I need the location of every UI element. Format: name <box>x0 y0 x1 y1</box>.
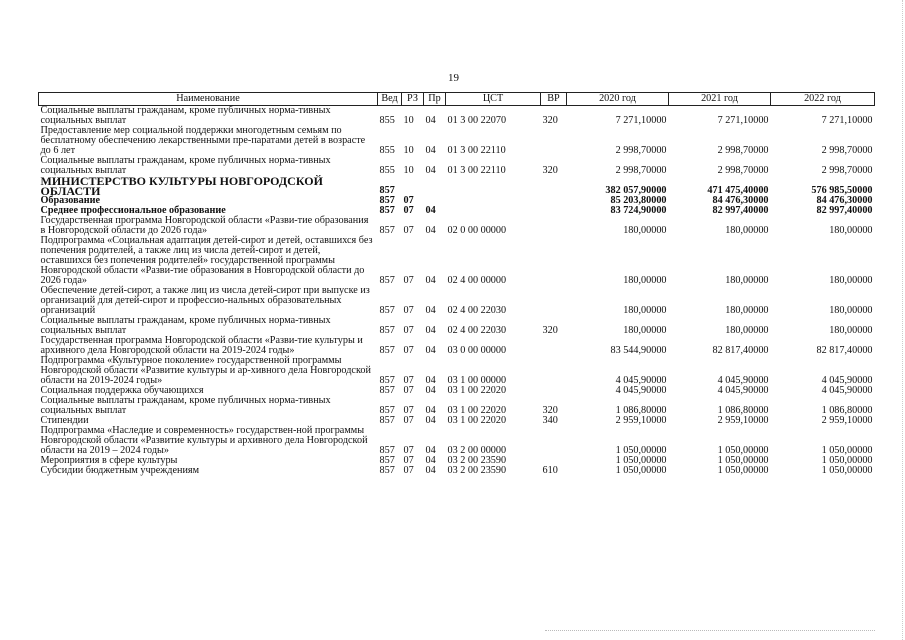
cell-y2022: 180,00000 <box>829 325 873 336</box>
header-2020: 2020 год <box>567 93 669 106</box>
cell-cst: 03 1 00 22020 <box>447 405 507 416</box>
table-row <box>39 176 875 196</box>
cell-vr <box>541 356 567 386</box>
cell-y2022: 82 997,40000 <box>816 205 873 216</box>
cell-rz <box>402 176 424 196</box>
cell-cst: 02 0 00 00000 <box>447 225 507 236</box>
cell-pr: 04 <box>425 415 436 426</box>
cell-name: Государственная программа Новгородской области «Разви-тие культуры и архивного дела Новгородской области на 2019-2024 годы» <box>40 335 363 356</box>
cell-ved: 857 <box>379 275 395 286</box>
cell-cst: 03 2 00 00000 <box>447 445 507 456</box>
cell-vr: 320 <box>542 325 558 336</box>
cell-ved: 855 <box>379 115 395 126</box>
cell-y2022: 7 271,10000 <box>821 115 873 126</box>
cell-vr <box>541 126 567 156</box>
cell-rz: 07 <box>403 325 414 336</box>
cell-name: Подпрограмма «Наследие и современность» государствен-ной программы Новгородской области «Развитие культуры и архивного дела Новгородской области на 2019 – 2024 годы» <box>40 425 368 456</box>
cell-y2020: 1 050,00000 <box>615 445 667 456</box>
cell-ved: 857 <box>379 345 395 356</box>
cell-rz: 07 <box>403 225 414 236</box>
header-2021: 2021 год <box>669 93 771 106</box>
header-2022: 2022 год <box>771 93 875 106</box>
cell-y2021: 2 998,70000 <box>717 165 769 176</box>
cell-pr: 04 <box>425 455 436 466</box>
cell-y2020: 1 050,00000 <box>615 455 667 466</box>
cell-y2021: 84 476,30000 <box>712 195 769 206</box>
cell-ved: 855 <box>379 165 395 176</box>
cell-y2021: 1 086,80000 <box>717 405 769 416</box>
cell-cst: 01 3 00 22110 <box>447 145 506 156</box>
header-cst: ЦСТ <box>446 93 541 106</box>
cell-vr <box>541 386 567 396</box>
cell-y2020: 180,00000 <box>623 225 667 236</box>
cell-cst: 02 4 00 22030 <box>447 305 507 316</box>
cell-vr <box>541 196 567 206</box>
table-row <box>39 396 875 416</box>
cell-ved: 857 <box>379 465 395 476</box>
cell-y2022: 180,00000 <box>829 305 873 316</box>
cell-vr <box>541 426 567 456</box>
cell-y2022: 180,00000 <box>829 275 873 286</box>
cell-cst: 03 1 00 22020 <box>447 415 507 426</box>
cell-name: Подпрограмма «Культурное поколение» государственной программы Новгородской области «Развитие культуры и ар-хивного дела Новгородской области на 2019-2024 годы» <box>40 355 371 386</box>
cell-rz: 07 <box>403 455 414 466</box>
cell-y2021: 2 998,70000 <box>717 145 769 156</box>
cell-rz: 07 <box>403 405 414 416</box>
cell-cst: 03 1 00 00000 <box>447 375 507 386</box>
cell-name: Предоставление мер социальной поддержки многодетным семьям по бесплатному обеспечению лекарственными пре-паратами детей в возрасте до 6 лет <box>40 125 366 156</box>
cell-y2021: 180,00000 <box>725 305 769 316</box>
cell-y2022: 4 045,90000 <box>821 375 873 386</box>
cell-ved: 857 <box>379 185 395 196</box>
cell-pr: 04 <box>425 205 436 216</box>
cell-rz: 07 <box>403 465 414 476</box>
table-row <box>39 356 875 386</box>
cell-rz: 07 <box>403 275 414 286</box>
cell-pr: 04 <box>425 225 436 236</box>
cell-y2020: 180,00000 <box>623 305 667 316</box>
header-vr: ВР <box>541 93 567 106</box>
cell-cst: 02 4 00 22030 <box>447 325 507 336</box>
cell-pr: 04 <box>425 465 436 476</box>
cell-pr: 04 <box>425 345 436 356</box>
table-row <box>39 236 875 286</box>
cell-y2022: 1 050,00000 <box>821 455 873 466</box>
cell-y2021: 180,00000 <box>725 225 769 236</box>
cell-y2020: 180,00000 <box>623 325 667 336</box>
cell-y2020: 4 045,90000 <box>615 385 667 396</box>
cell-ved: 857 <box>379 415 395 426</box>
cell-pr <box>424 176 446 196</box>
cell-ved: 857 <box>379 205 395 216</box>
cell-ved: 857 <box>379 375 395 386</box>
cell-cst <box>446 196 541 206</box>
cell-y2021: 471 475,40000 <box>707 185 769 196</box>
cell-rz: 07 <box>403 345 414 356</box>
cell-ved: 855 <box>379 145 395 156</box>
table-row <box>39 336 875 356</box>
cell-vr <box>541 286 567 316</box>
table-row <box>39 126 875 156</box>
cell-vr: 320 <box>542 115 558 126</box>
cell-y2020: 83 544,90000 <box>610 345 667 356</box>
cell-vr: 340 <box>542 415 558 426</box>
cell-y2021: 4 045,90000 <box>717 375 769 386</box>
cell-name: Мероприятия в сфере культуры <box>40 455 178 466</box>
cell-vr <box>541 336 567 356</box>
cell-name: Социальные выплаты гражданам, кроме публичных норма-тивных социальных выплат <box>40 395 331 416</box>
cell-cst: 01 3 00 22110 <box>447 165 506 176</box>
cell-y2021: 4 045,90000 <box>717 385 769 396</box>
cell-y2020: 382 057,90000 <box>605 185 667 196</box>
cell-rz: 07 <box>403 195 414 206</box>
cell-ved: 857 <box>379 225 395 236</box>
cell-rz: 10 <box>403 145 414 156</box>
cell-y2020: 1 086,80000 <box>615 405 667 416</box>
cell-name: Социальные выплаты гражданам, кроме публичных норма-тивных социальных выплат <box>40 155 331 176</box>
cell-y2022: 576 985,50000 <box>811 185 873 196</box>
cell-y2022: 82 817,40000 <box>816 345 873 356</box>
cell-y2021: 82 817,40000 <box>712 345 769 356</box>
cell-y2020: 7 271,10000 <box>615 115 667 126</box>
cell-name: Подпрограмма «Социальная адаптация детей-сирот и детей, оставшихся без попечения родителей, а также лиц из числа детей-сирот и детей, оставшихся без попечения родителей» государственной программы Новгородской области «Разви-тие образования в Новгородской области до 2026 года» <box>40 235 373 286</box>
cell-name: Среднее профессиональное образование <box>40 205 226 216</box>
cell-rz: 07 <box>403 205 414 216</box>
cell-vr: 320 <box>542 165 558 176</box>
cell-cst: 03 1 00 22020 <box>447 385 507 396</box>
cell-rz: 07 <box>403 385 414 396</box>
table-row <box>39 106 875 127</box>
cell-y2020: 1 050,00000 <box>615 465 667 476</box>
table-row <box>39 286 875 316</box>
header-name: Наименование <box>39 93 378 106</box>
cell-name: Обеспечение детей-сирот, а также лиц из числа детей-сирот при выпуске из организаций для детей-сирот и профессио-нальных образовательных организаций <box>40 285 370 316</box>
cell-vr: 320 <box>542 405 558 416</box>
cell-y2022: 4 045,90000 <box>821 385 873 396</box>
cell-ved: 857 <box>379 385 395 396</box>
cell-rz: 07 <box>403 445 414 456</box>
cell-name: Государственная программа Новгородской области «Разви-тие образования в Новгородской области до 2026 года» <box>40 215 369 236</box>
table-row <box>39 156 875 176</box>
cell-rz: 07 <box>403 415 414 426</box>
cell-name: Образование <box>40 195 101 206</box>
cell-pr: 04 <box>425 325 436 336</box>
cell-y2021: 180,00000 <box>725 325 769 336</box>
cell-name: Социальная поддержка обучающихся <box>40 385 204 396</box>
table-row <box>39 426 875 456</box>
cell-name: Стипендии <box>40 415 89 426</box>
cell-vr <box>541 216 567 236</box>
cell-y2022: 1 050,00000 <box>821 445 873 456</box>
cell-y2021: 1 050,00000 <box>717 455 769 466</box>
cell-rz: 10 <box>403 165 414 176</box>
cell-y2021: 1 050,00000 <box>717 465 769 476</box>
cell-y2021: 7 271,10000 <box>717 115 769 126</box>
cell-ved: 857 <box>379 455 395 466</box>
cell-cst <box>446 176 541 196</box>
header-ved: Вед <box>378 93 402 106</box>
cell-cst: 03 2 00 23590 <box>447 465 507 476</box>
cell-cst <box>446 206 541 216</box>
cell-pr: 04 <box>425 115 436 126</box>
cell-cst: 01 3 00 22070 <box>447 115 507 126</box>
cell-y2020: 83 724,90000 <box>610 205 667 216</box>
cell-y2022: 1 086,80000 <box>821 405 873 416</box>
cell-name: Социальные выплаты гражданам, кроме публичных норма-тивных социальных выплат <box>40 315 331 336</box>
cell-ved: 857 <box>379 195 395 206</box>
cell-pr: 04 <box>425 275 436 286</box>
cell-ved: 857 <box>379 305 395 316</box>
cell-rz: 07 <box>403 305 414 316</box>
table-header-row <box>39 93 875 106</box>
budget-table <box>38 92 875 476</box>
cell-y2021: 2 959,10000 <box>717 415 769 426</box>
cell-pr: 04 <box>425 375 436 386</box>
page-number: 19 <box>448 72 459 84</box>
cell-name: Социальные выплаты гражданам, кроме публичных норма-тивных социальных выплат <box>40 105 331 126</box>
cell-cst: 03 2 00 23590 <box>447 455 507 466</box>
table-row <box>39 316 875 336</box>
cell-ved: 857 <box>379 445 395 456</box>
cell-y2021: 1 050,00000 <box>717 445 769 456</box>
header-pr: Пр <box>424 93 446 106</box>
cell-name: МИНИСТЕРСТВО КУЛЬТУРЫ НОВГОРОДСКОЙ ОБЛАСТИ <box>40 174 323 198</box>
cell-y2021: 180,00000 <box>725 275 769 286</box>
cell-ved: 857 <box>379 405 395 416</box>
table-row <box>39 466 875 476</box>
header-rz: РЗ <box>402 93 424 106</box>
cell-cst: 03 0 00 00000 <box>447 345 507 356</box>
page-edge <box>899 0 903 640</box>
cell-y2022: 2 959,10000 <box>821 415 873 426</box>
cell-y2020: 2 998,70000 <box>615 165 667 176</box>
cell-pr: 04 <box>425 405 436 416</box>
table-row <box>39 216 875 236</box>
cell-y2020: 180,00000 <box>623 275 667 286</box>
cell-pr: 04 <box>425 445 436 456</box>
cell-ved: 857 <box>379 325 395 336</box>
cell-y2020: 85 203,80000 <box>610 195 667 206</box>
cell-y2021: 82 997,40000 <box>712 205 769 216</box>
cell-pr: 04 <box>425 385 436 396</box>
cell-y2022: 180,00000 <box>829 225 873 236</box>
cell-vr <box>541 176 567 196</box>
cell-vr <box>541 206 567 216</box>
cell-pr: 04 <box>425 305 436 316</box>
cell-rz: 07 <box>403 375 414 386</box>
cell-vr: 610 <box>542 465 558 476</box>
cell-rz: 10 <box>403 115 414 126</box>
cell-y2020: 4 045,90000 <box>615 375 667 386</box>
cell-cst: 02 4 00 00000 <box>447 275 507 286</box>
cell-y2020: 2 998,70000 <box>615 145 667 156</box>
cell-name: Субсидии бюджетным учреждениям <box>40 465 200 476</box>
cell-vr <box>541 236 567 286</box>
cell-y2020: 2 959,10000 <box>615 415 667 426</box>
cell-pr: 04 <box>425 145 436 156</box>
scan-artifact <box>545 630 875 633</box>
cell-y2022: 1 050,00000 <box>821 465 873 476</box>
cell-y2022: 2 998,70000 <box>821 165 873 176</box>
cell-y2022: 84 476,30000 <box>816 195 873 206</box>
cell-pr: 04 <box>425 165 436 176</box>
cell-y2022: 2 998,70000 <box>821 145 873 156</box>
